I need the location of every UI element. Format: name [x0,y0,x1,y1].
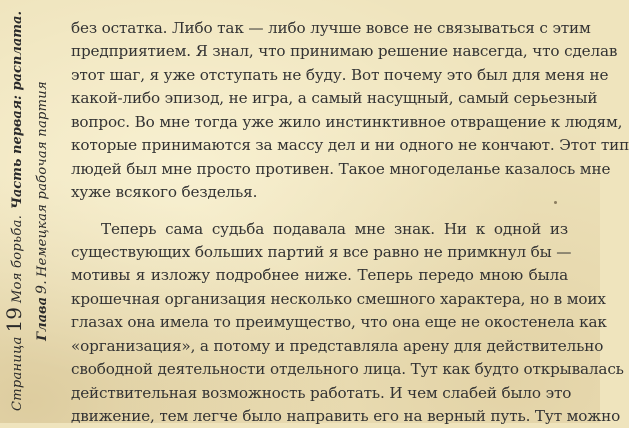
text-line: мотивы я изложу подробнее ниже. Теперь передо мною была [71,264,568,287]
text-line: людей был мне просто противен. Такое многоделанье казалось мне [71,158,568,181]
chapter-title: Немецкая рабочая партия [31,81,55,277]
text-line: крошечная организация несколько смешного характера, но в моих [71,288,568,311]
running-header-text [2,11,58,411]
chapter-label: Глава [31,297,55,341]
text-line: существующих больших партий я все равно не примкнул бы — [71,241,568,264]
running-header [0,0,60,423]
part-title: Часть первая: расплата. [6,11,30,209]
text-line: которые принимаются за массу дел и ни одного не кончают. Этот тип [71,134,568,157]
text-line: предприятием. Я знал, что принимаю решение навсегда, что сделав [71,40,568,63]
text-line: движение, тем легче было направить его на верный путь. Тут можно [71,405,568,428]
paragraph-1 [71,17,568,205]
text-line: хуже всякого безделья. [71,181,568,204]
text-line: свободной деятельности отдельного лица. Тут как будто открывалась [71,358,568,381]
book-title: Моя борьба. [6,215,30,303]
text-line: Теперь сама судьба подавала мне знак. Ни к одной из [71,218,568,241]
paragraph-2 [71,218,568,428]
chapter-number: 9. [30,280,54,294]
text-line: без остатка. Либо так — либо лучше вовсе не связываться с этим [71,17,568,40]
text-line: глазах она имела то преимущество, что она еще не окостенела как [71,311,568,334]
paper-speck [554,201,557,204]
page-label: Страница [6,336,30,411]
text-line: этот шаг, я уже отступать не буду. Вот почему это был для меня не [71,64,568,87]
text-line: вопрос. Во мне тогда уже жило инстинктивное отвращение к людям, [71,111,568,134]
page-number: 19 [2,307,26,332]
text-line: «организация», а потому и представляла арену для действительно [71,335,568,358]
text-line: какой-либо эпизод, не игра, а самый насущный, самый серьезный [71,87,568,110]
running-header-line-1 [2,11,26,411]
text-line: действительная возможность работать. И чем слабей было это [71,382,568,405]
body-text [71,17,568,428]
running-header-line-2 [30,11,54,411]
